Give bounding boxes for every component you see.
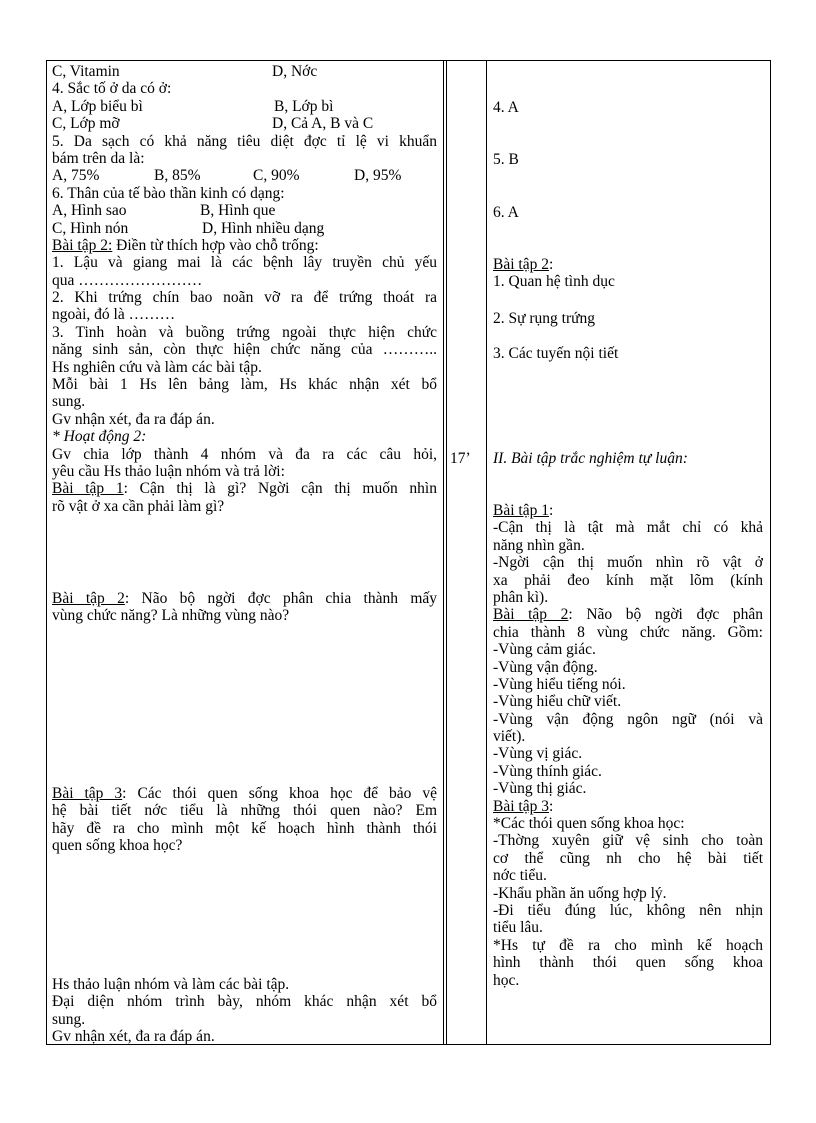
list-item: -Khẩu phần ăn uống hợp lý. — [493, 884, 667, 902]
left-column-block — [52, 976, 437, 1046]
text-line: *Các thói quen sống khoa học: — [493, 815, 685, 833]
option: B, Lớp bì — [274, 97, 334, 115]
text-line: hình thành thói quen sống khoa — [493, 954, 763, 972]
exercise-label: Bài tập 2 — [52, 590, 125, 607]
list-item: -Vùng thị giác. — [493, 780, 587, 798]
section-heading: II. Bài tập trắc nghiệm tự luận: — [493, 450, 688, 467]
text-line: hệ bài tiết nớc tiểu là những thói quen nào? Em — [52, 802, 437, 820]
question: 4. Sắc tố ở da có ở: — [52, 80, 172, 98]
exercise-label: Bài tập 1 — [493, 502, 549, 519]
list-item: tiểu lâu. — [493, 919, 543, 937]
column-divider — [486, 60, 487, 1045]
text-line: 1. Lậu và giang mai là các bệnh lây truyền chủ yếu — [52, 254, 437, 272]
text-line: *Hs tự đề ra cho mình kế hoạch — [493, 936, 763, 954]
exercise-label: Bài tập 3 — [493, 797, 549, 815]
text-line: sung. — [52, 1010, 86, 1028]
option: C, Hình nón — [52, 219, 129, 237]
question: 6. Thân của tế bào thần kinh có dạng: — [52, 184, 285, 202]
list-item: -Thờng xuyên giữ vệ sinh cho toàn — [493, 832, 763, 850]
exercise-label: Bài tập 3 — [52, 785, 123, 802]
text-line: : Não bộ ngời đợc phân — [568, 606, 764, 624]
text-line: rõ vật ở xa cần phải làm gì? — [52, 497, 225, 515]
left-column-block — [52, 590, 437, 625]
colon: : — [548, 256, 554, 273]
answer: 6. A — [493, 204, 519, 221]
text-line: -Cận thị là tật mà mắt chỉ có khả — [493, 519, 763, 537]
option: B, 85% — [154, 167, 201, 185]
text-line: phân kì). — [493, 588, 549, 606]
activity-heading: * Hoạt động 2: — [52, 428, 147, 446]
text-line: Mỗi bài 1 Hs lên bảng làm, Hs khác nhận xét bổ — [52, 376, 437, 394]
exercise-label: Bài tập 1 — [52, 480, 124, 498]
exercise-text: : Cận thị là gì? Ngời cận thị muốn nhìn — [123, 480, 437, 498]
left-column — [52, 63, 437, 515]
left-column-block — [52, 785, 437, 855]
answer: 3. Các tuyến nội tiết — [493, 345, 619, 362]
option: C, 90% — [253, 167, 300, 185]
text-line: Gv chia lớp thành 4 nhóm và đa ra các câu hỏi, — [52, 445, 437, 463]
text-line: sung. — [52, 393, 86, 411]
answer: 4. A — [493, 99, 519, 116]
text-line: chia thành 8 vùng chức năng. Gồm: — [493, 623, 763, 641]
list-item: nớc tiểu. — [493, 867, 547, 885]
text-line: Gv nhận xét, đa ra đáp án. — [52, 410, 215, 428]
option: D, Hình nhiều dạng — [202, 219, 325, 237]
option: D, Cả A, B và C — [272, 115, 374, 133]
option: A, Hình sao — [52, 202, 127, 220]
list-item: cơ thể cũng nh cho hệ bài tiết — [493, 849, 763, 867]
text-line: xa phải đeo kính mặt lõm (kính — [493, 571, 763, 589]
option: D, 95% — [354, 167, 402, 185]
question: 5. Da sạch có khả năng tiêu diệt đợc tỉ lệ vi khuẩn — [52, 132, 437, 150]
exercise-title: Điền từ thích hợp vào chỗ trống: — [112, 236, 319, 254]
text-line: ngoài, đó là ……… — [52, 306, 176, 324]
exercise-label: Bài tập 2: — [52, 236, 113, 254]
answer: 1. Quan hệ tình dục — [493, 273, 615, 291]
right-block — [493, 256, 763, 291]
text-line: Gv nhận xét, đa ra đáp án. — [52, 1028, 215, 1046]
time-cell: 17’ — [450, 450, 471, 467]
text-line: 2. Khi trứng chín bao noãn vỡ ra để trứng thoát ra — [52, 289, 437, 307]
exercise-label: Bài tập 2 — [493, 606, 569, 624]
text-line: yêu cầu Hs thảo luận nhóm và trả lời: — [52, 462, 285, 480]
exercise-label: Bài tập 2 — [493, 256, 549, 273]
option: A, 75% — [52, 167, 100, 185]
answer: 5. B — [493, 151, 519, 168]
column-divider — [443, 60, 444, 1045]
colon: : — [548, 502, 554, 519]
answer: 2. Sự rụng trứng — [493, 310, 596, 327]
option: C, Lớp mỡ — [52, 115, 120, 133]
option: A, Lớp biểu bì — [52, 97, 143, 115]
column-divider — [446, 60, 447, 1045]
list-item: -Vùng hiểu chữ viết. — [493, 693, 622, 711]
exercise-text: : Các thói quen sống khoa học để bảo vệ — [122, 785, 438, 802]
colon: : — [548, 797, 554, 815]
question: bám trên da là: — [52, 149, 145, 167]
list-item: -Vùng vị giác. — [493, 745, 583, 763]
text-line: Hs thảo luận nhóm và làm các bài tập. — [52, 976, 290, 993]
text-line: Hs nghiên cứu và làm các bài tập. — [52, 358, 262, 376]
option: B, Hình que — [200, 202, 276, 220]
list-item: viết). — [493, 728, 526, 746]
text-line: năng nhìn gần. — [493, 536, 585, 554]
list-item: -Vùng thính giác. — [493, 762, 602, 780]
text-line: năng sinh sản, còn thực hiện chức năng của ……….. — [52, 341, 437, 359]
option: D, Nớc — [272, 63, 318, 80]
right-block — [493, 502, 763, 989]
list-item: -Đi tiểu đúng lúc, không nên nhịn — [493, 901, 763, 919]
exercise-text: : Não bộ ngời đợc phân chia thành mấy — [124, 590, 438, 607]
list-item: -Vùng cảm giác. — [493, 641, 596, 659]
list-item: -Vùng vận động. — [493, 658, 598, 676]
text-line: Đại diện nhóm trình bày, nhóm khác nhận xét bổ — [52, 993, 437, 1011]
text-line: học. — [493, 971, 520, 989]
text-line: quen sống khoa học? — [52, 837, 183, 855]
text-line: hãy đề ra cho mình một kế hoạch hình thành thói — [52, 819, 437, 837]
text-line: vùng chức năng? Là những vùng nào? — [52, 607, 290, 625]
list-item: -Vùng vận động ngôn ngữ (nói và — [493, 710, 763, 728]
text-line: qua …………………… — [52, 271, 203, 289]
list-item: -Vùng hiểu tiếng nói. — [493, 675, 626, 693]
option: C, Vitamin — [52, 63, 120, 80]
text-line: -Ngời cận thị muốn nhìn rõ vật ở — [493, 554, 763, 572]
text-line: 3. Tinh hoàn và buồng trứng ngoài thực hiện chức — [52, 323, 437, 341]
